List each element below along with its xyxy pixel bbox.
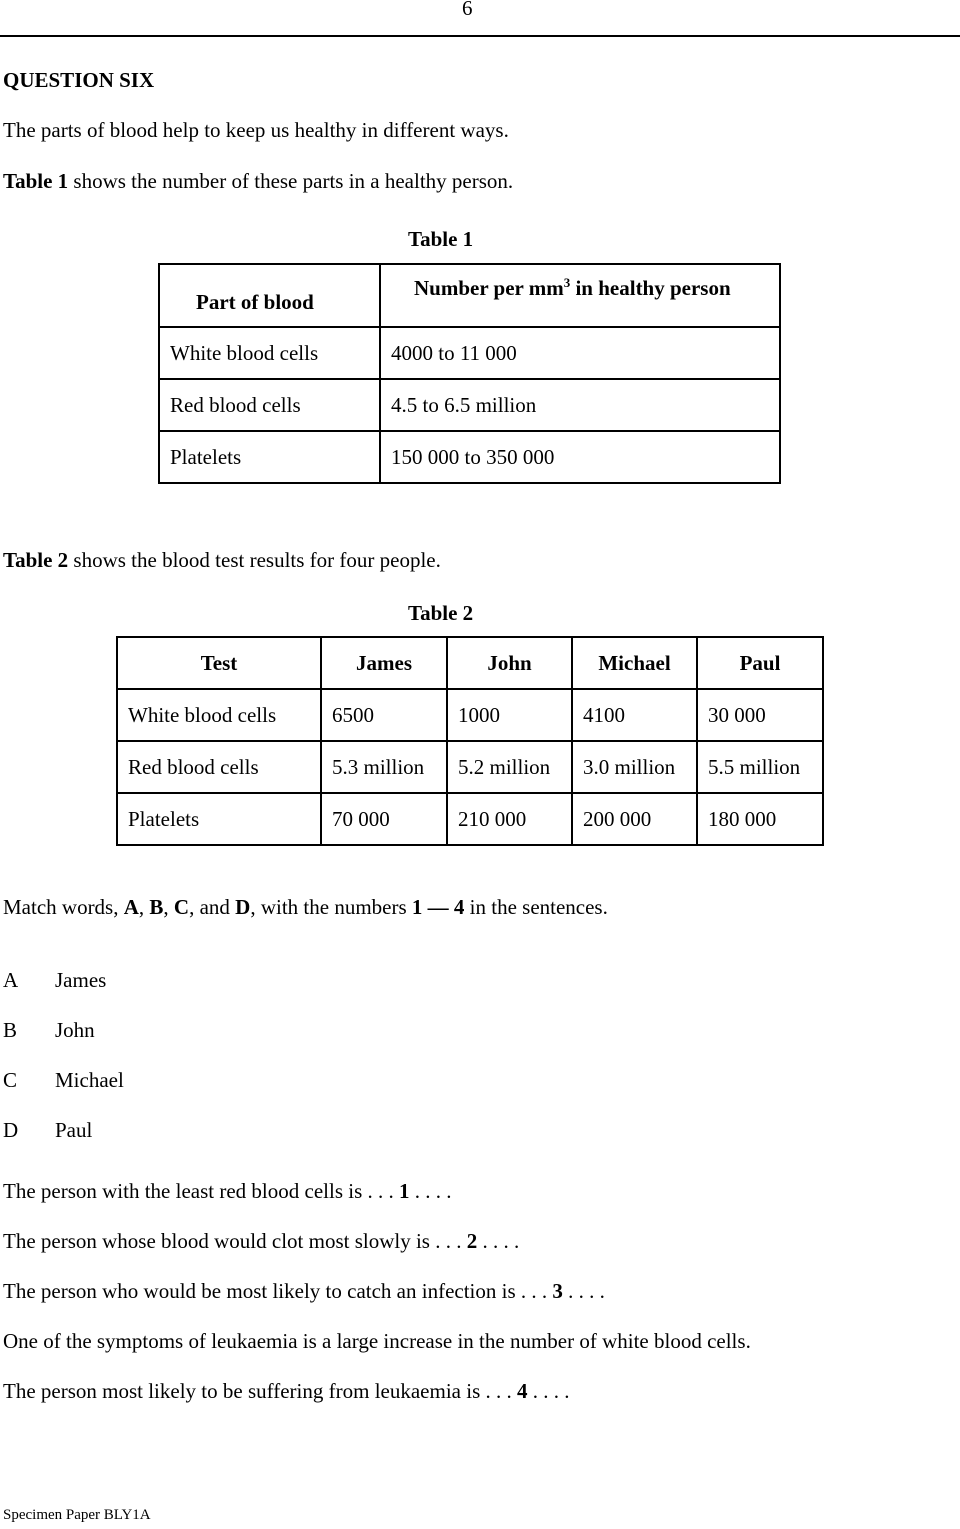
table2-cell: 5.5 million [697,741,823,793]
cubed-superscript: 3 [563,275,571,290]
option-letter-b: B [3,1018,18,1042]
table1-cell-part: White blood cells [159,327,380,379]
table2-cell: 210 000 [447,793,572,845]
sentence-leukaemia-info: One of the symptoms of leukaemia is a large increase in the number of white blood cells. [3,1329,751,1353]
table2-cell: 5.3 million [321,741,447,793]
table1-caption: Table 1 [408,227,474,251]
blank-number: 2 [466,1229,478,1253]
table2-caption: Table 2 [408,601,474,625]
table2-cell: 6500 [321,689,447,741]
table2-row [117,689,823,741]
table2-cell-test: Platelets [117,793,321,845]
table2-header-john: John [447,637,572,689]
footer: Specimen Paper BLY1A [3,1507,151,1523]
instruction: Match words, A, B, C, and D, with the numbers 1 — 4 in the sentences. [3,895,608,919]
table1-cell-value: 4.5 to 6.5 million [380,379,780,431]
table1-row [159,431,780,483]
option-letter-c: C [3,1068,18,1092]
table1-header-part: Part of blood [159,264,380,327]
table1-row [159,379,780,431]
table2-intro [3,548,441,573]
table2-row [117,793,823,845]
table1-cell-part: Red blood cells [159,379,380,431]
option-name-a: James [55,968,107,992]
table1-cell-value: 4000 to 11 000 [380,327,780,379]
sentence-4: The person most likely to be suffering from leukaemia is . . . 4 . . . . [3,1379,570,1403]
table2-header-paul: Paul [697,637,823,689]
table2-ref: Table 2 [3,548,69,572]
table2-cell: 30 000 [697,689,823,741]
sentence-1: The person with the least red blood cells is . . . 1 . . . . [3,1179,452,1203]
table2-cell: 1000 [447,689,572,741]
table2-cell: 200 000 [572,793,697,845]
table1-cell-value: 150 000 to 350 000 [380,431,780,483]
option-letter-d: D [3,1118,19,1142]
intro-line-1: The parts of blood help to keep us healthy in different ways. [3,118,509,142]
table1 [158,263,781,484]
intro-line-2-rest: shows the number of these parts in a healthy person. [68,169,514,193]
table2-header-row [117,637,823,689]
blank-number: 3 [552,1279,563,1303]
table1-cell-part: Platelets [159,431,380,483]
blank-number: 4 [517,1379,528,1403]
table2-header-michael: Michael [572,637,697,689]
table2-cell-test: Red blood cells [117,741,321,793]
sentence-2: The person whose blood would clot most slowly is . . . 2 . . . . [3,1229,520,1253]
intro-line-2 [3,169,513,194]
table2-cell-test: White blood cells [117,689,321,741]
blank-number: 1 [399,1179,410,1203]
page-number: 6 [462,0,473,20]
option-letter-a: A [3,968,19,992]
table1-header-row [159,264,780,327]
table1-header-number: Number per $mm^3$ in healthy person [380,264,780,327]
table2-cell: 4100 [572,689,697,741]
option-name-c: Michael [55,1068,124,1092]
table2-cell: 3.0 million [572,741,697,793]
question-heading: QUESTION SIX [3,68,155,92]
header-rule [0,35,960,37]
table2-row [117,741,823,793]
table1-row [159,327,780,379]
table2-header-test: Test [117,637,321,689]
table2-cell: 5.2 million [447,741,572,793]
table2-intro-rest: shows the blood test results for four people. [68,548,441,572]
option-name-b: John [55,1018,95,1042]
table2 [116,636,824,846]
table2-cell: 180 000 [697,793,823,845]
table2-cell: 70 000 [321,793,447,845]
table2-header-james: James [321,637,447,689]
sentence-3: The person who would be most likely to catch an infection is . . . 3 . . . . [3,1279,605,1303]
table1-ref: Table 1 [3,169,69,193]
option-name-d: Paul [55,1118,93,1142]
